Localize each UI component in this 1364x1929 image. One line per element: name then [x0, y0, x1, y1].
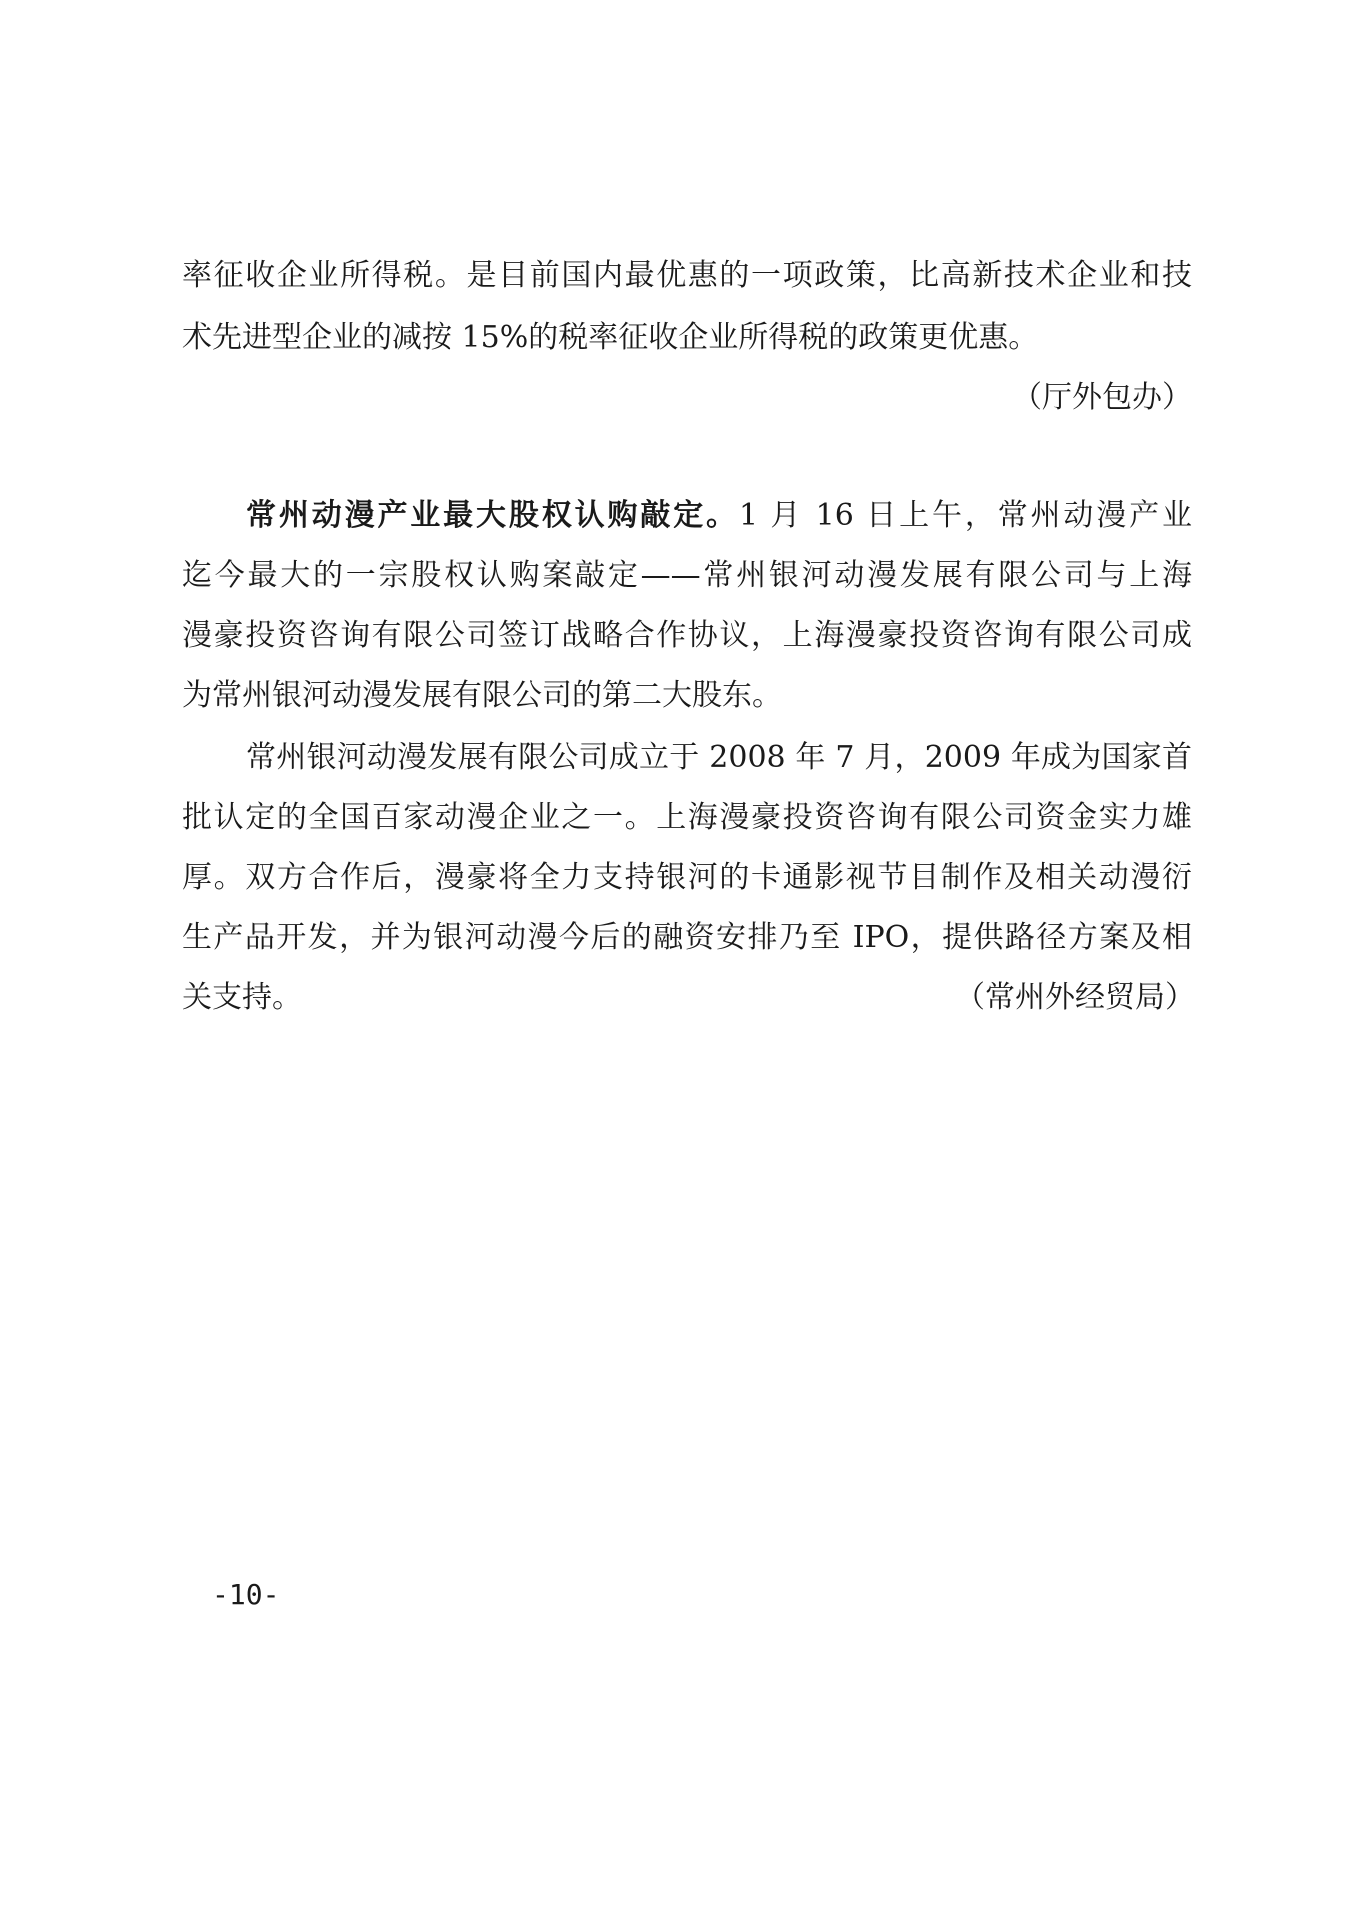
source-attribution: （常州外经贸局） [955, 980, 1195, 1015]
source-attribution: （厅外包办） [1012, 380, 1192, 415]
body-text-line: 批认定的全国百家动漫企业之一。上海漫豪投资咨询有限公司资金实力雄 [182, 800, 1192, 835]
body-text-line: 迄今最大的一宗股权认购案敲定——常州银河动漫发展有限公司与上海 [182, 558, 1192, 593]
body-text-line: 生产品开发，并为银河动漫今后的融资安排乃至 IPO，提供路径方案及相 [182, 920, 1192, 955]
page-number: -10- [212, 1578, 280, 1611]
body-text-line: 厚。双方合作后，漫豪将全力支持银河的卡通影视节目制作及相关动漫衍 [182, 860, 1192, 895]
body-text-line: 常州银河动漫发展有限公司成立于 2008 年 7 月，2009 年成为国家首 [246, 740, 1192, 775]
body-text-line: 为常州银河动漫发展有限公司的第二大股东。 [182, 678, 782, 713]
news-headline: 常州动漫产业最大股权认购敲定。 [246, 498, 739, 533]
body-text-line: 率征收企业所得税。是目前国内最优惠的一项政策，比高新技术企业和技 [182, 258, 1192, 293]
body-text-line: 漫豪投资咨询有限公司签订战略合作协议，上海漫豪投资咨询有限公司成 [182, 618, 1192, 653]
news-first-line [246, 496, 1192, 536]
body-text-line: 关支持。 [182, 980, 302, 1015]
body-text-line: 术先进型企业的减按 15%的税率征收企业所得税的政策更优惠。 [182, 320, 1039, 355]
body-text-segment: 1 月 16 日上午，常州动漫产业 [738, 498, 1193, 533]
